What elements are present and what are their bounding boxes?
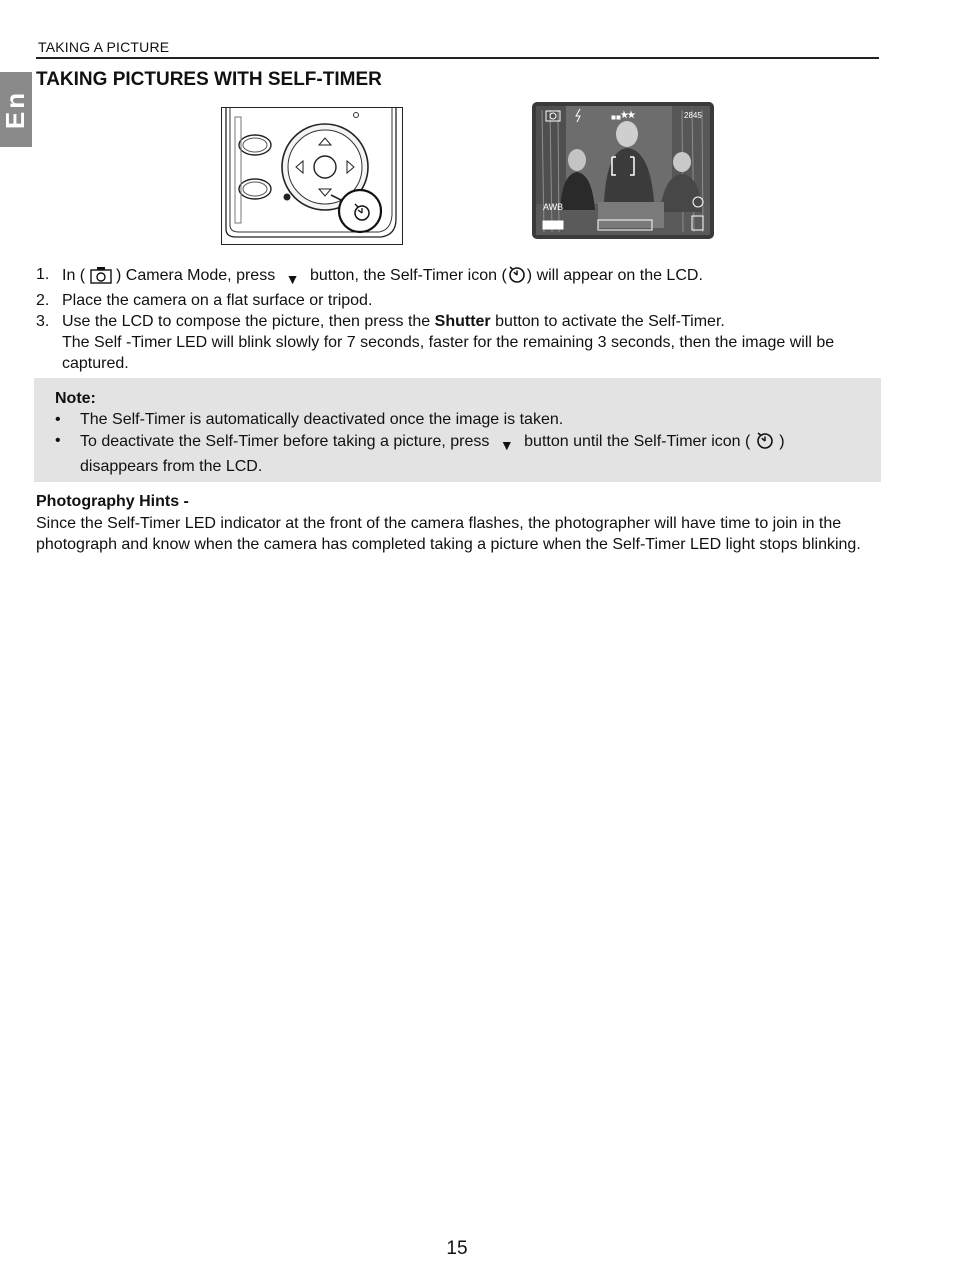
page-number: 15 <box>446 1238 468 1259</box>
list-item: • The Self-Timer is automatically deactivated once the image is taken. <box>55 411 564 428</box>
list-item: 3. Use the LCD to compose the picture, then press the Shutter button to activate the Self-Timer. The Self -Timer LED will blink slowly for 7 seconds, faster for the remaining 3 seconds, then the image will be captured. <box>36 313 835 372</box>
section-header: TAKING A PICTURE <box>38 39 170 55</box>
header-rule <box>36 57 879 59</box>
list-item: 1. In ( ) Camera Mode, press ▼ button, the Self-Timer icon ( ) will appear on the LCD. <box>36 264 876 290</box>
page-title: TAKING PICTURES WITH SELF-TIMER <box>36 69 382 90</box>
note-list <box>55 409 855 477</box>
language-tab <box>0 72 32 147</box>
steps-list <box>36 264 876 374</box>
down-arrow-icon: ▼ <box>499 437 514 453</box>
down-arrow-icon: ▼ <box>285 271 300 287</box>
svg-text:2845: 2845 <box>684 111 702 120</box>
camera-mode-icon <box>90 266 112 284</box>
language-tab-label: En <box>0 89 31 130</box>
list-item: 2. Place the camera on a flat surface or tripod. <box>36 292 373 309</box>
hints-title: Photography Hints - <box>36 493 189 510</box>
note-box <box>34 378 881 482</box>
note-title: Note: <box>55 390 96 407</box>
camera-dpad-illustration <box>221 107 403 245</box>
shutter-label: Shutter <box>434 313 491 330</box>
hints-body: Since the Self-Timer LED indicator at the front of the camera flashes, the photographer will have time to join in the photograph and know when the camera has completed taking a picture when the Self-Timer LED light stops blinking. <box>36 515 861 553</box>
self-timer-icon <box>755 430 775 450</box>
self-timer-icon <box>507 264 527 284</box>
lcd-preview-image <box>532 102 714 239</box>
svg-text:AWB: AWB <box>543 202 564 212</box>
list-item: • To deactivate the Self-Timer before taking a picture, press ▼ button until the Self-Timer icon ( ) disappears from the LCD. <box>55 432 785 475</box>
